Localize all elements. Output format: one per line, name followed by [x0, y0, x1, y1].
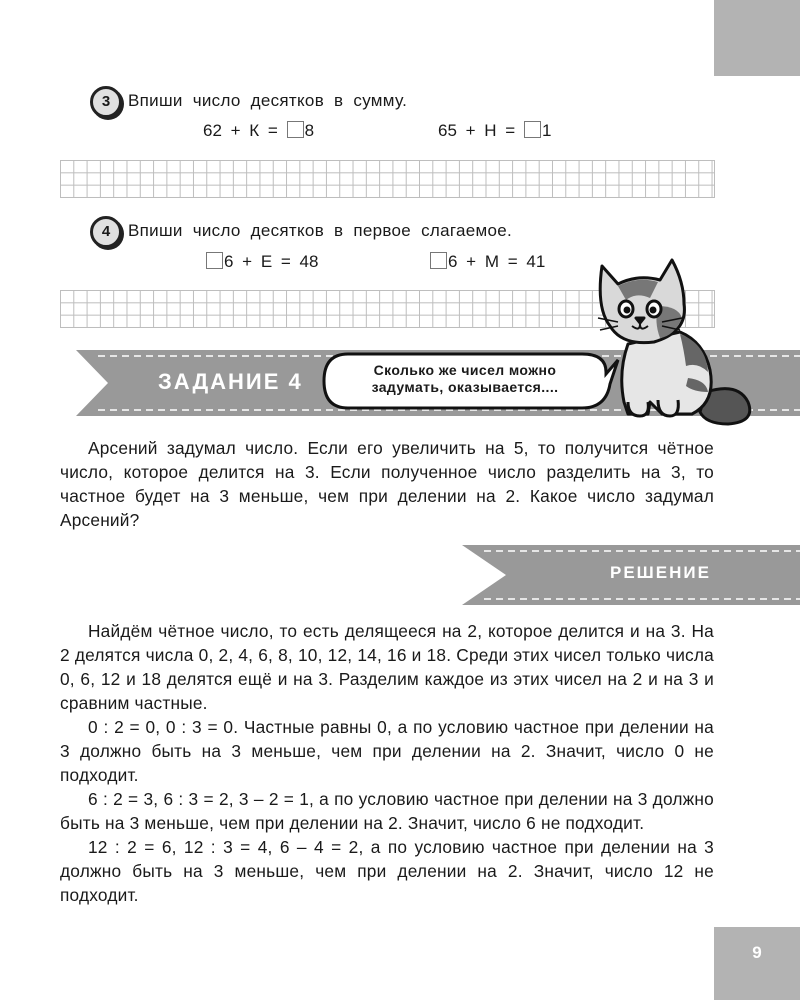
equation-text: 6 + М = 41 [448, 252, 546, 271]
answer-box[interactable] [287, 121, 304, 138]
cat-illustration [588, 252, 763, 430]
solution-title: РЕШЕНИЕ [610, 563, 711, 582]
exercise-4-equation-2 [430, 252, 545, 272]
equation-left: 65 + Н = [438, 121, 516, 140]
solution-text [60, 619, 714, 907]
equation-right: 1 [541, 121, 552, 140]
equation-right: 8 [304, 121, 315, 140]
page-number: 9 [752, 943, 762, 962]
answer-box[interactable] [206, 252, 223, 269]
solution-paragraph: 12 : 2 = 6, 12 : 3 = 4, 6 – 4 = 2, а по условию частное при делении на 3 должно быть на 3 меньше, чем при делении на 2. Значит, число 12 не подходит. [60, 837, 714, 905]
task-text [60, 436, 714, 532]
task-title: ЗАДАНИЕ 4 [158, 369, 303, 394]
solution-paragraph: 0 : 2 = 0, 0 : 3 = 0. Частные равны 0, а по условию частное при делении на 3 должно быть на 3 меньше, чем при делении на 2. Значит, число 0 не подходит. [60, 717, 714, 785]
exercise-4-number: 4 [90, 216, 122, 248]
speech-line-1: Сколько же чисел можно [373, 362, 557, 378]
exercise-3-answer-grid[interactable] [60, 160, 715, 198]
equation-left: 62 + К = [203, 121, 278, 140]
exercise-3-equation-2 [438, 121, 551, 141]
exercise-3-equation-1 [203, 121, 314, 141]
answer-box[interactable] [524, 121, 541, 138]
solution-paragraph: 6 : 2 = 3, 6 : 3 = 2, 3 – 2 = 1, а по условию частное при делении на 3 должно быть на 3 меньше, чем при делении на 2. Значит, число 6 не подходит. [60, 789, 714, 833]
exercise-3-instruction: Впиши число десятков в сумму. [128, 91, 408, 110]
equation-text: 6 + Е = 48 [224, 252, 319, 271]
speech-bubble-text [330, 362, 600, 396]
corner-tab-bottom [714, 927, 800, 1000]
speech-line-2: задумать, оказывается.... [371, 379, 559, 395]
corner-tab-top [714, 0, 800, 76]
exercise-4-equation-1 [206, 252, 318, 272]
exercise-4-instruction: Впиши число десятков в первое слагаемое. [128, 221, 513, 240]
task-paragraph: Арсений задумал число. Если его увеличить на 5, то получится чётное число, которое делится на 3. Если полученное число разделить на 3, то частное будет на 3 меньше, чем при делении на 2. Какое число задумал Арсений? [60, 438, 714, 530]
solution-paragraph: Найдём чётное число, то есть делящееся на 2, которое делится и на 3. На 2 делятся числа 0, 2, 4, 6, 8, 10, 12, 14, 16 и 18. Среди этих чисел только числа 0, 6, 12 и 18 делятся ещё и на 3. Разделим каждое из этих чисел на 2 и на 3 и сравним частные. [60, 621, 714, 713]
exercise-3-number: 3 [90, 86, 122, 118]
answer-box[interactable] [430, 252, 447, 269]
